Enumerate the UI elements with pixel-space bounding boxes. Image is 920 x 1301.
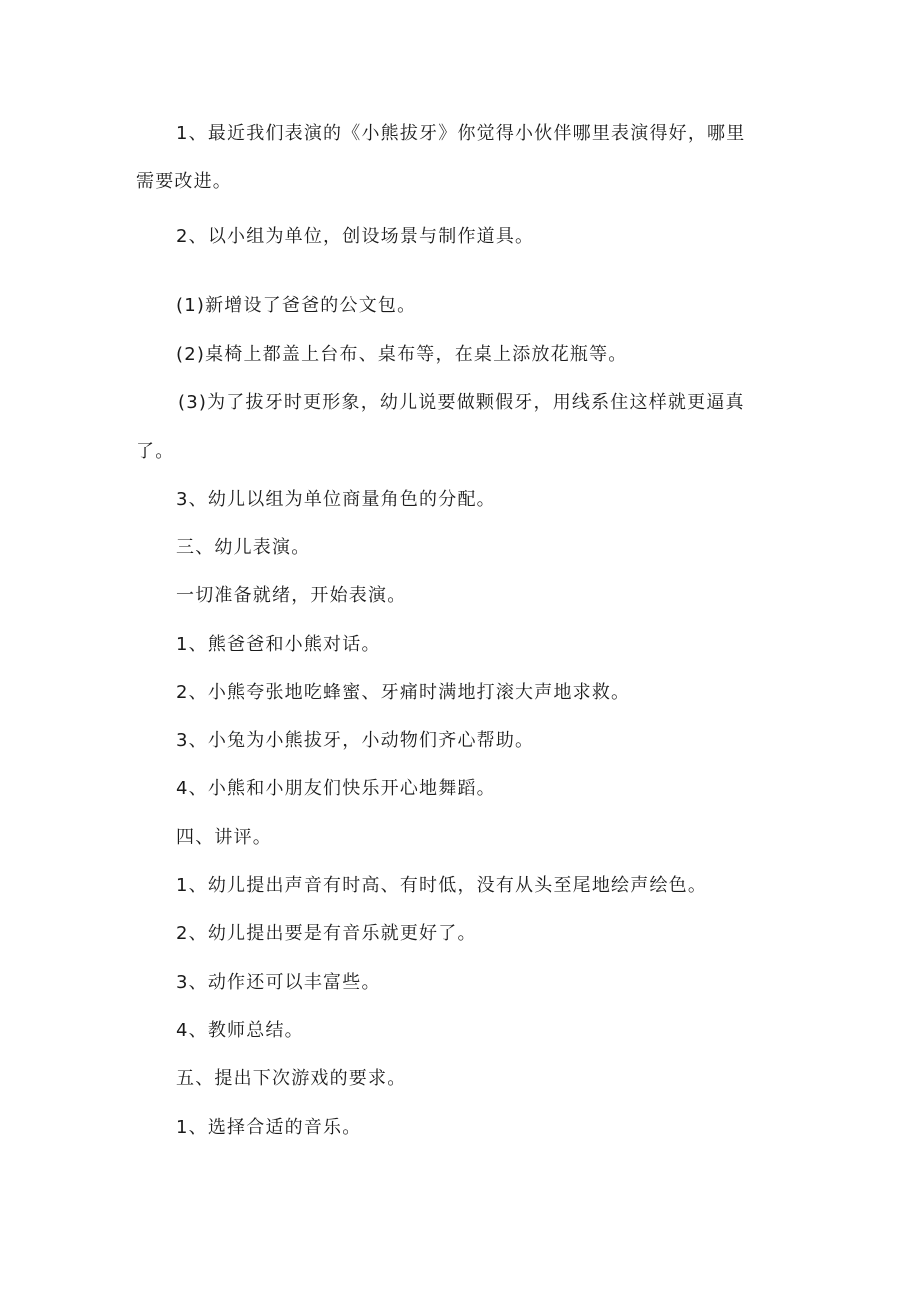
- text-line: 3、动作还可以丰富些。: [176, 972, 381, 993]
- text-line: 1、选择合适的音乐。: [176, 1117, 362, 1138]
- text-line: 了。: [136, 441, 175, 462]
- text-line: (1)新增设了爸爸的公文包。: [176, 295, 417, 316]
- text-line: 一切准备就绪，开始表演。: [176, 585, 407, 606]
- text-line: 1、熊爸爸和小熊对话。: [176, 634, 381, 655]
- text-line: 2、小熊夸张地吃蜂蜜、牙痛时满地打滚大声地求救。: [176, 682, 631, 703]
- text-line: 需要改进。: [136, 171, 232, 192]
- text-line: 2、以小组为单位，创设场景与制作道具。: [176, 226, 535, 247]
- section-heading: 五、提出下次游戏的要求。: [176, 1068, 407, 1089]
- text-line: 4、小熊和小朋友们快乐开心地舞蹈。: [176, 778, 496, 799]
- text-line: (3)为了拔牙时更形象，幼儿说要做颗假牙，用线系住这样就更逼真: [178, 392, 745, 413]
- text-line: 3、小兔为小熊拔牙，小动物们齐心帮助。: [176, 730, 535, 751]
- text-line: 2、幼儿提出要是有音乐就更好了。: [176, 923, 477, 944]
- text-line: 3、幼儿以组为单位商量角色的分配。: [176, 489, 496, 510]
- text-line: 4、教师总结。: [176, 1020, 304, 1041]
- text-line: 1、最近我们表演的《小熊拔牙》你觉得小伙伴哪里表演得好，哪里: [176, 123, 746, 144]
- text-line: 1、幼儿提出声音有时高、有时低，没有从头至尾地绘声绘色。: [176, 875, 708, 896]
- section-heading: 三、幼儿表演。: [176, 537, 311, 558]
- text-line: (2)桌椅上都盖上台布、桌布等，在桌上添放花瓶等。: [176, 344, 628, 365]
- section-heading: 四、讲评。: [176, 827, 272, 848]
